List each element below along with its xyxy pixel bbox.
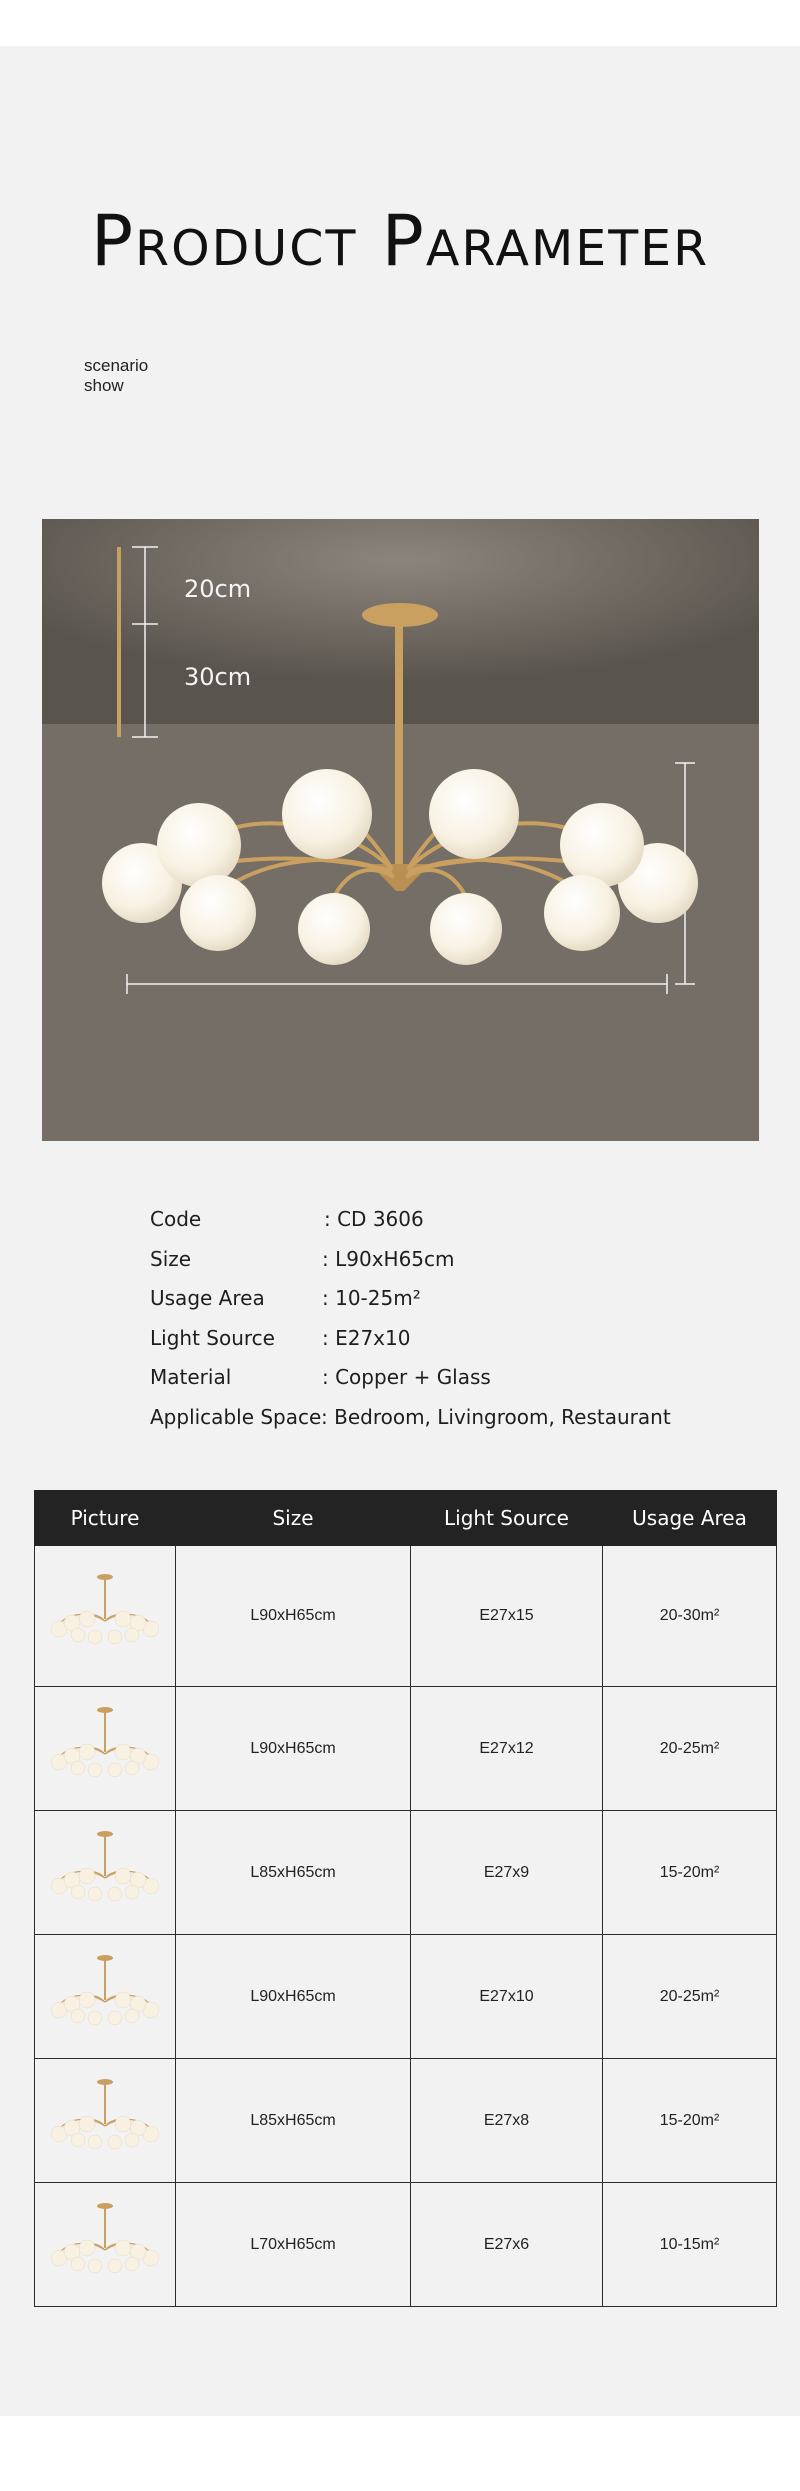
param-value: : E27x10	[322, 1325, 411, 1350]
usage-area-cell: 10-15m²	[603, 2183, 777, 2307]
param-applicable-space	[150, 1405, 710, 1445]
chandelier-thumbnail	[45, 1704, 165, 1794]
picture-cell	[35, 2183, 176, 2307]
picture-cell	[35, 1687, 176, 1811]
dimension-label-bottom: 30cm	[184, 663, 252, 691]
param-light-source	[150, 1326, 710, 1366]
param-key: Applicable Space	[150, 1404, 322, 1429]
param-value: : Bedroom, Livingroom, Restaurant	[321, 1404, 671, 1429]
chandelier-illustration	[42, 519, 759, 1141]
parameter-list	[150, 1207, 710, 1444]
picture-cell	[35, 2059, 176, 2183]
param-value: : L90xH65cm	[322, 1246, 455, 1271]
scenario-label: scenario show	[84, 356, 149, 395]
light-source-cell: E27x8	[411, 2059, 603, 2183]
light-source-cell: E27x6	[411, 2183, 603, 2307]
light-source-cell: E27x9	[411, 1811, 603, 1935]
picture-cell	[35, 1811, 176, 1935]
spec-table	[34, 1490, 777, 2307]
column-header: Usage Area	[603, 1491, 777, 1546]
usage-area-cell: 15-20m²	[603, 2059, 777, 2183]
param-key: Code	[150, 1207, 202, 1231]
param-key: Material	[150, 1365, 232, 1389]
product-photo	[42, 519, 759, 1141]
light-source-cell: E27x15	[411, 1546, 603, 1687]
size-cell: L90xH65cm	[176, 1935, 411, 2059]
chandelier-thumbnail	[45, 1571, 165, 1661]
usage-area-cell: 20-25m²	[603, 1687, 777, 1811]
chandelier-thumbnail	[45, 2200, 165, 2290]
column-header: Picture	[35, 1491, 176, 1546]
light-source-cell: E27x12	[411, 1687, 603, 1811]
table-row	[35, 1935, 777, 2059]
chandelier-thumbnail	[45, 1952, 165, 2042]
table-header-row	[35, 1491, 777, 1546]
size-cell: L90xH65cm	[176, 1546, 411, 1687]
size-cell: L85xH65cm	[176, 1811, 411, 1935]
table-row	[35, 2059, 777, 2183]
table-row	[35, 2183, 777, 2307]
param-value: : CD 3606	[324, 1207, 424, 1231]
column-header: Light Source	[411, 1491, 603, 1546]
table-row	[35, 1687, 777, 1811]
size-cell: L85xH65cm	[176, 2059, 411, 2183]
usage-area-cell: 15-20m²	[603, 1811, 777, 1935]
size-cell: L90xH65cm	[176, 1687, 411, 1811]
param-key: Size	[150, 1246, 192, 1271]
param-code	[150, 1207, 710, 1247]
picture-cell	[35, 1935, 176, 2059]
column-header: Size	[176, 1491, 411, 1546]
page-title: Product Parameter	[90, 200, 710, 282]
param-value: : Copper + Glass	[322, 1365, 491, 1389]
usage-area-cell: 20-25m²	[603, 1935, 777, 2059]
param-key: Usage Area	[150, 1286, 265, 1310]
param-value: : 10-25m²	[322, 1286, 421, 1310]
chandelier-thumbnail	[45, 2076, 165, 2166]
chandelier-thumbnail	[45, 1828, 165, 1918]
picture-cell	[35, 1546, 176, 1687]
param-size	[150, 1247, 710, 1287]
param-usage-area	[150, 1286, 710, 1326]
param-key: Light Source	[150, 1325, 275, 1350]
table-row	[35, 1811, 777, 1935]
height-rod	[117, 547, 121, 737]
param-material	[150, 1365, 710, 1405]
dimension-label-top: 20cm	[184, 575, 252, 603]
size-cell: L70xH65cm	[176, 2183, 411, 2307]
usage-area-cell: 20-30m²	[603, 1546, 777, 1687]
light-source-cell: E27x10	[411, 1935, 603, 2059]
table-row	[35, 1546, 777, 1687]
center-rod	[395, 619, 403, 879]
